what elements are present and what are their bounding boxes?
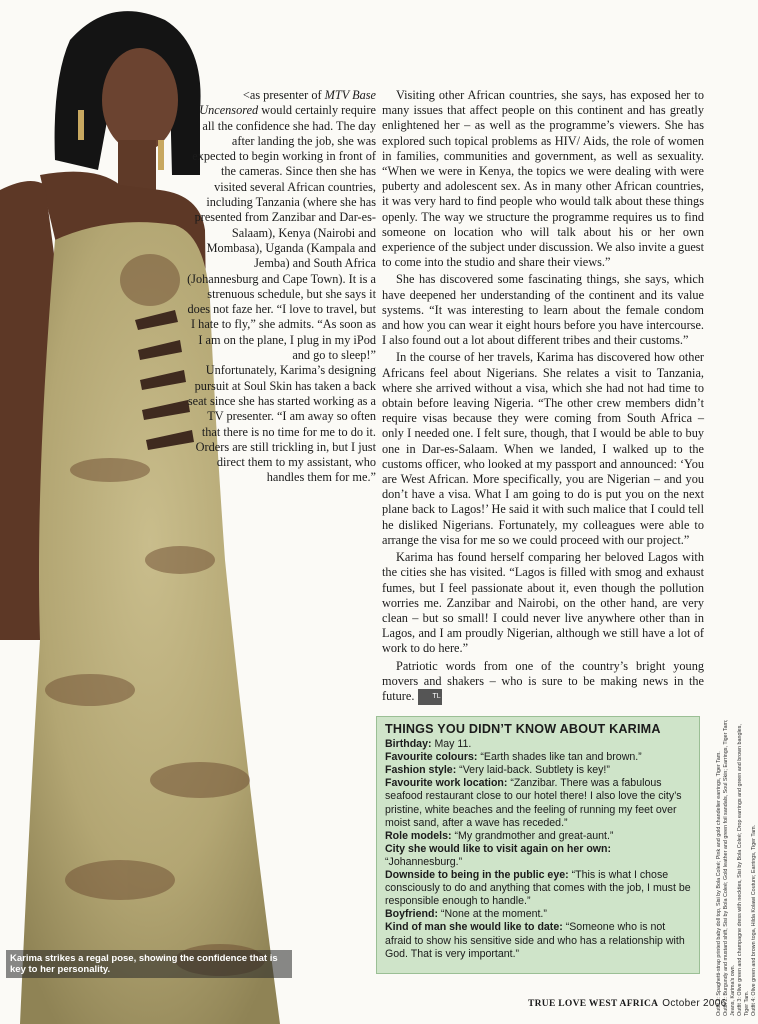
fact-answer: May 11. [431, 738, 472, 751]
intro-text: as presenter of [249, 88, 325, 102]
fact-answer: “Zanzibar. There was a fabulous seafood restaurant close to our hotel there! I also love the city’s pristine, white beaches and the feeling of running my feet over moist sand, after a wave has receded.” [385, 777, 682, 829]
fact-item [385, 738, 691, 751]
end-mark-icon: TL [418, 689, 442, 704]
paragraph-text: would certainly require all the confidence she had. The day after landing the job, she was expected to begin working in front of the cameras. Since then she has visited several African countries, including Tanzania (where she has presented from Zanzibar and Dar-es-Salaam), Kenya (Nairobi and Mombasa), Uganda (Kampala and Jemba) and South Africa (Johannesburg and Cape Town). It is a strenuous schedule, but she says it does not faze her. “I love to travel, but I hate to fly,” she admits. “As soon as I am on the plane, I plug in my iPod and go to sleep!” [187, 103, 376, 363]
fact-answer: “None at the moment.” [437, 908, 547, 921]
fact-answer: “Someone who is not afraid to show his sensitive side and who has a relationship with God. That is very important.” [385, 921, 685, 960]
credit-line: Outfit 1: Spaghetti-strap printed baby doll top, Sisi by Bola Coleé; Pink and gold chandelier earrings, Tiger Tam. [716, 751, 722, 1016]
fact-item [385, 830, 691, 843]
fact-box [376, 716, 700, 974]
fact-question: Fashion style: [385, 764, 457, 777]
credit-line: Outfit 3: Olive green and champagne dress with neckties, Sisi by Bola Coleé; Drop earrings and green and brown bangles, Tiger Tam. [737, 724, 750, 1016]
fact-question: Favourite colours: [385, 751, 478, 764]
fact-answer: “Johannesburg.” [385, 855, 463, 868]
fact-item [385, 751, 691, 764]
fact-item [385, 764, 691, 777]
article-paragraph: Unfortunately, Karima’s designing pursuit at Soul Skin has taken a back seat since she has started working as a TV presenter. “I am away so often that there is no time for me to do it. Orders are still trickling in, but I just direct them to my assistant, who handles them for me.” [187, 363, 376, 485]
fact-box-title: THINGS YOU DIDN’T KNOW ABOUT KARIMA [385, 722, 661, 736]
fact-question: Boyfriend: [385, 908, 438, 921]
fact-item [385, 843, 691, 869]
outfit-credits [716, 716, 757, 1016]
issue-date: October 2006 [662, 998, 727, 1009]
fact-item [385, 869, 691, 908]
credit-line: Outfit 4: Olive green and brown toga, Hilda Kolawi Couture; Earrings, Tiger Tam. [751, 824, 757, 1016]
fact-answer: “My grandmother and great-aunt.” [451, 829, 614, 842]
magazine-name: TRUE LOVE WEST AFRICA [528, 999, 659, 1009]
fact-item [385, 921, 691, 960]
fact-answer: “This is what I chose consciously to do and anything that comes with the job, I must be responsible enough to handle.” [385, 869, 691, 908]
fact-item [385, 777, 691, 829]
credit-line: Outfit 2: Burgundy and mustard shift, Sisi by Bola Coleé; Gold leather and green foil sandals, Soul Skin; Earrings, Tiger Tam; Jeans, Karima’s own. [723, 719, 736, 1016]
article-paragraph: Karima has found herself comparing her beloved Lagos with the cities she has visited. “Lagos is filled with smog and exhaust fumes, but I feel passionate about it, even though the pollution worries me. Zanzibar and Nairobi, on the other hand, are very clean – but so small! I could never live anywhere other than in Lagos, and I am proudly Nigerian, although we still have a lot of work to do here.” [382, 550, 704, 656]
article-column-1 [186, 88, 376, 486]
article-paragraph: Visiting other African countries, she says, has exposed her to many issues that affect people on this continent and has greatly enlightened her – as well as the programme’s viewers. She has explored such topical problems as HIV/ Aids, the role of women in families, communities and government, as well as sexuality. “When we were in Kenya, the topics we were dealing with were puberty and adolescent sex. As in many other African countries, it was very hard to find people who would talk about these things openly. The way we structure the programme requires us to find someone on location who will talk about his or her own experience of the subject under discussion. We also invite a guest to come into the studio and share their views.” [382, 88, 704, 270]
article-paragraph: <as presenter of MTV Base Uncensored would certainly require all the confidence she had. The day after landing the job, she was expected to begin working in front of the cameras. Since then she has visited several African countries, including Tanzania (where she has presented from Zanzibar and Dar-es-Salaam), Kenya (Nairobi and Mombasa), Uganda (Kampala and Jemba) and South Africa (Johannesburg and Cape Town). It is a strenuous schedule, but she says it does not faze her. “I love to travel, but I hate to fly,” she admits. “As soon as I am on the plane, I plug in my iPod and go to sleep!” [187, 88, 376, 363]
fact-item [385, 908, 691, 921]
article-column-2 [382, 88, 704, 705]
fact-question: City she would like to visit again on her own: [385, 842, 612, 855]
fact-question: Kind of man she would like to date: [385, 921, 563, 934]
fact-list [385, 738, 691, 961]
fact-question: Role models: [385, 829, 452, 842]
show-title: MTV Base Uncensored [199, 88, 376, 118]
photo-caption: Karima strikes a regal pose, showing the confidence that is key to her personality. [6, 950, 292, 978]
article-paragraph: In the course of her travels, Karima has discovered how other Africans feel about Nigerians. She relates a visit to Tanzania, where she arrived without a visa, which she had not had time to obtain before leaving Nigeria. “The other crew members didn’t require visas because they were coming from South Africa – only I needed one. I felt sure, though, that I would be able to buy one in Dar-es-Salaam. When we landed, I walked up to the customs officer, who looked at my passport and announced: ‘You are West African. More specifically, you are Nigerian – and you don’t have a visa. What I am going to do is put you on the next plane back to Lagos!’ He said it with such malice that I could tell he disliked Nigerians. Fortunately, my colleagues were able to arrange the visa for me so we could proceed with our project.” [382, 350, 704, 547]
credits-text [716, 716, 758, 1016]
article-paragraph: She has discovered some fascinating things, she says, which have deepened her understanding of the continent and its value systems. “It was interesting to learn about the female condom and how you can wear it eight hours before you have intercourse. I also found out a lot about different tribes and their customs.” [382, 272, 704, 348]
page-footer [528, 998, 726, 1009]
fact-question: Birthday: [385, 738, 432, 751]
fact-question: Favourite work location: [385, 777, 508, 790]
fact-question: Downside to being in the public eye: [385, 869, 569, 882]
article-paragraph [382, 659, 704, 705]
fact-answer: “Very laid-back. Subtlety is key!” [456, 764, 610, 777]
fact-answer: “Earth shades like tan and brown.” [477, 751, 642, 764]
paragraph-text: Patriotic words from one of the country’s bright young movers and shakers – who is sure to be making news in the future. [382, 658, 704, 703]
